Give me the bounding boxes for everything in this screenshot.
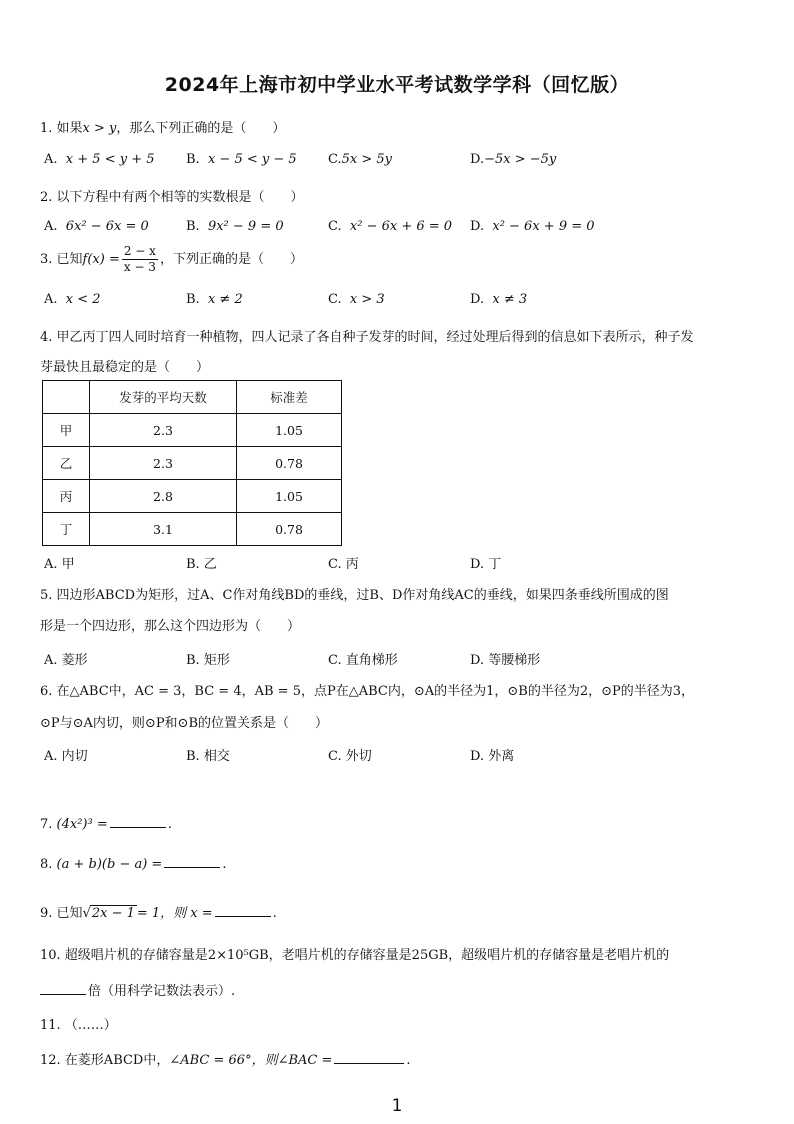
q3-option-a: A. x < 2 — [44, 292, 101, 307]
question-5-line-1: 5. 四边形ABCD为矩形，过A、C作对角线BD的垂线，过B、D作对角线AC的垂线，如果四条垂线所围成的图 — [40, 588, 669, 603]
answer-blank — [334, 1051, 404, 1064]
q1-option-b: B. x − 5 < y − 5 — [186, 152, 297, 167]
q1-suffix: ，那么下列正确的是（ ） — [116, 121, 286, 136]
question-10-line-2: 倍（用科学记数法表示）. — [40, 980, 235, 999]
q1-option-c: C.5x > 5y — [328, 152, 392, 167]
question-8: 8. (a + b)(b − a) = . — [40, 857, 227, 872]
table-cell: 乙 — [43, 447, 90, 480]
answer-blank — [164, 855, 220, 868]
q4-option-d: D. 丁 — [470, 557, 502, 572]
q6-option-b: B. 相交 — [186, 749, 230, 764]
q1-prefix: 1. 如果 — [40, 121, 83, 136]
question-10-line-1: 10. 超级唱片机的存储容量是2×10⁵GB，老唱片机的存储容量是25GB，超级唱片机的存储容量是老唱片机的 — [40, 948, 670, 963]
q2-option-a: A. 6x² − 6x = 0 — [44, 219, 149, 234]
q5-option-a: A. 菱形 — [44, 653, 88, 668]
table-row — [43, 480, 342, 513]
table-cell: 3.1 — [90, 513, 237, 546]
answer-blank — [110, 815, 166, 828]
question-12: 12. 在菱形ABCD中，∠ABC = 66°，则∠BAC = . — [40, 1053, 411, 1068]
q5-option-b: B. 矩形 — [186, 653, 230, 668]
q4-option-a: A. 甲 — [44, 557, 75, 572]
germination-table — [42, 380, 342, 546]
table-header-cell: 标准差 — [237, 381, 342, 414]
q4-option-b: B. 乙 — [186, 557, 217, 572]
q6-option-d: D. 外离 — [470, 749, 515, 764]
q2-option-c: C. x² − 6x + 6 = 0 — [328, 219, 453, 234]
q1-option-a: A. x + 5 < y + 5 — [44, 152, 155, 167]
question-9: 9. 已知√2x − 1 = 1，则 x = . — [40, 906, 277, 921]
q1-option-d: D.−5x > −5y — [470, 152, 557, 167]
q6-option-c: C. 外切 — [328, 749, 372, 764]
question-5-line-2: 形是一个四边形，那么这个四边形为（ ） — [40, 619, 301, 634]
square-root: 2x − 1 — [91, 906, 135, 921]
table-header-cell: 发芽的平均天数 — [90, 381, 237, 414]
q5-option-d: D. 等腰梯形 — [470, 653, 541, 668]
table-row — [43, 447, 342, 480]
table-cell: 0.78 — [237, 513, 342, 546]
question-7: 7. (4x²)³ = . — [40, 817, 172, 832]
question-6-line-2: ⊙P与⊙A内切，则⊙P和⊙B的位置关系是（ ） — [40, 716, 329, 731]
q5-option-c: C. 直角梯形 — [328, 653, 398, 668]
table-cell: 丙 — [43, 480, 90, 513]
q3-option-c: C. x > 3 — [328, 292, 385, 307]
q3-fraction: $\frac{2 - x}{x - 3}$ — [123, 244, 156, 274]
question-11: 11. （……） — [40, 1018, 117, 1033]
page-number: 1 — [391, 1096, 403, 1116]
answer-blank — [40, 982, 86, 995]
table-row — [43, 513, 342, 546]
table-cell: 2.3 — [90, 447, 237, 480]
table-row — [43, 414, 342, 447]
q4-option-c: C. 丙 — [328, 557, 359, 572]
answer-blank — [215, 904, 271, 917]
question-2-stem: 2. 以下方程中有两个相等的实数根是（ ） — [40, 190, 304, 205]
question-4-line-1: 4. 甲乙丙丁四人同时培育一种植物，四人记录了各自种子发芽的时间，经过处理后得到的信息如下表所示，种子发 — [40, 330, 694, 345]
table-cell: 0.78 — [237, 447, 342, 480]
question-4-line-2: 芽最快且最稳定的是（ ） — [40, 360, 210, 375]
q3-option-d: D. x ≠ 3 — [470, 292, 528, 307]
table-cell: 甲 — [43, 414, 90, 447]
page-title: 2024年上海市初中学业水平考试数学学科（回忆版） — [164, 74, 630, 96]
table-cell: 2.3 — [90, 414, 237, 447]
table-cell: 1.05 — [237, 480, 342, 513]
table-header-cell — [43, 381, 90, 414]
question-1-stem — [40, 117, 285, 136]
question-3-stem: 3. 已知f(x) = $\frac{2 - x}{x - 3}$ ，下列正确的是（ ） — [40, 244, 303, 274]
question-6-line-1: 6. 在△ABC中，AC = 3，BC = 4，AB = 5，点P在△ABC内，⊙A的半径为1，⊙B的半径为2，⊙P的半径为3， — [40, 684, 695, 699]
table-cell: 丁 — [43, 513, 90, 546]
q2-option-b: B. 9x² − 9 = 0 — [186, 219, 284, 234]
q3-option-b: B. x ≠ 2 — [186, 292, 243, 307]
q1-math: x > y — [82, 121, 117, 136]
q6-option-a: A. 内切 — [44, 749, 88, 764]
table-header-row — [43, 381, 342, 414]
table-cell: 2.8 — [90, 480, 237, 513]
table-cell: 1.05 — [237, 414, 342, 447]
q2-option-d: D. x² − 6x + 9 = 0 — [470, 219, 595, 234]
